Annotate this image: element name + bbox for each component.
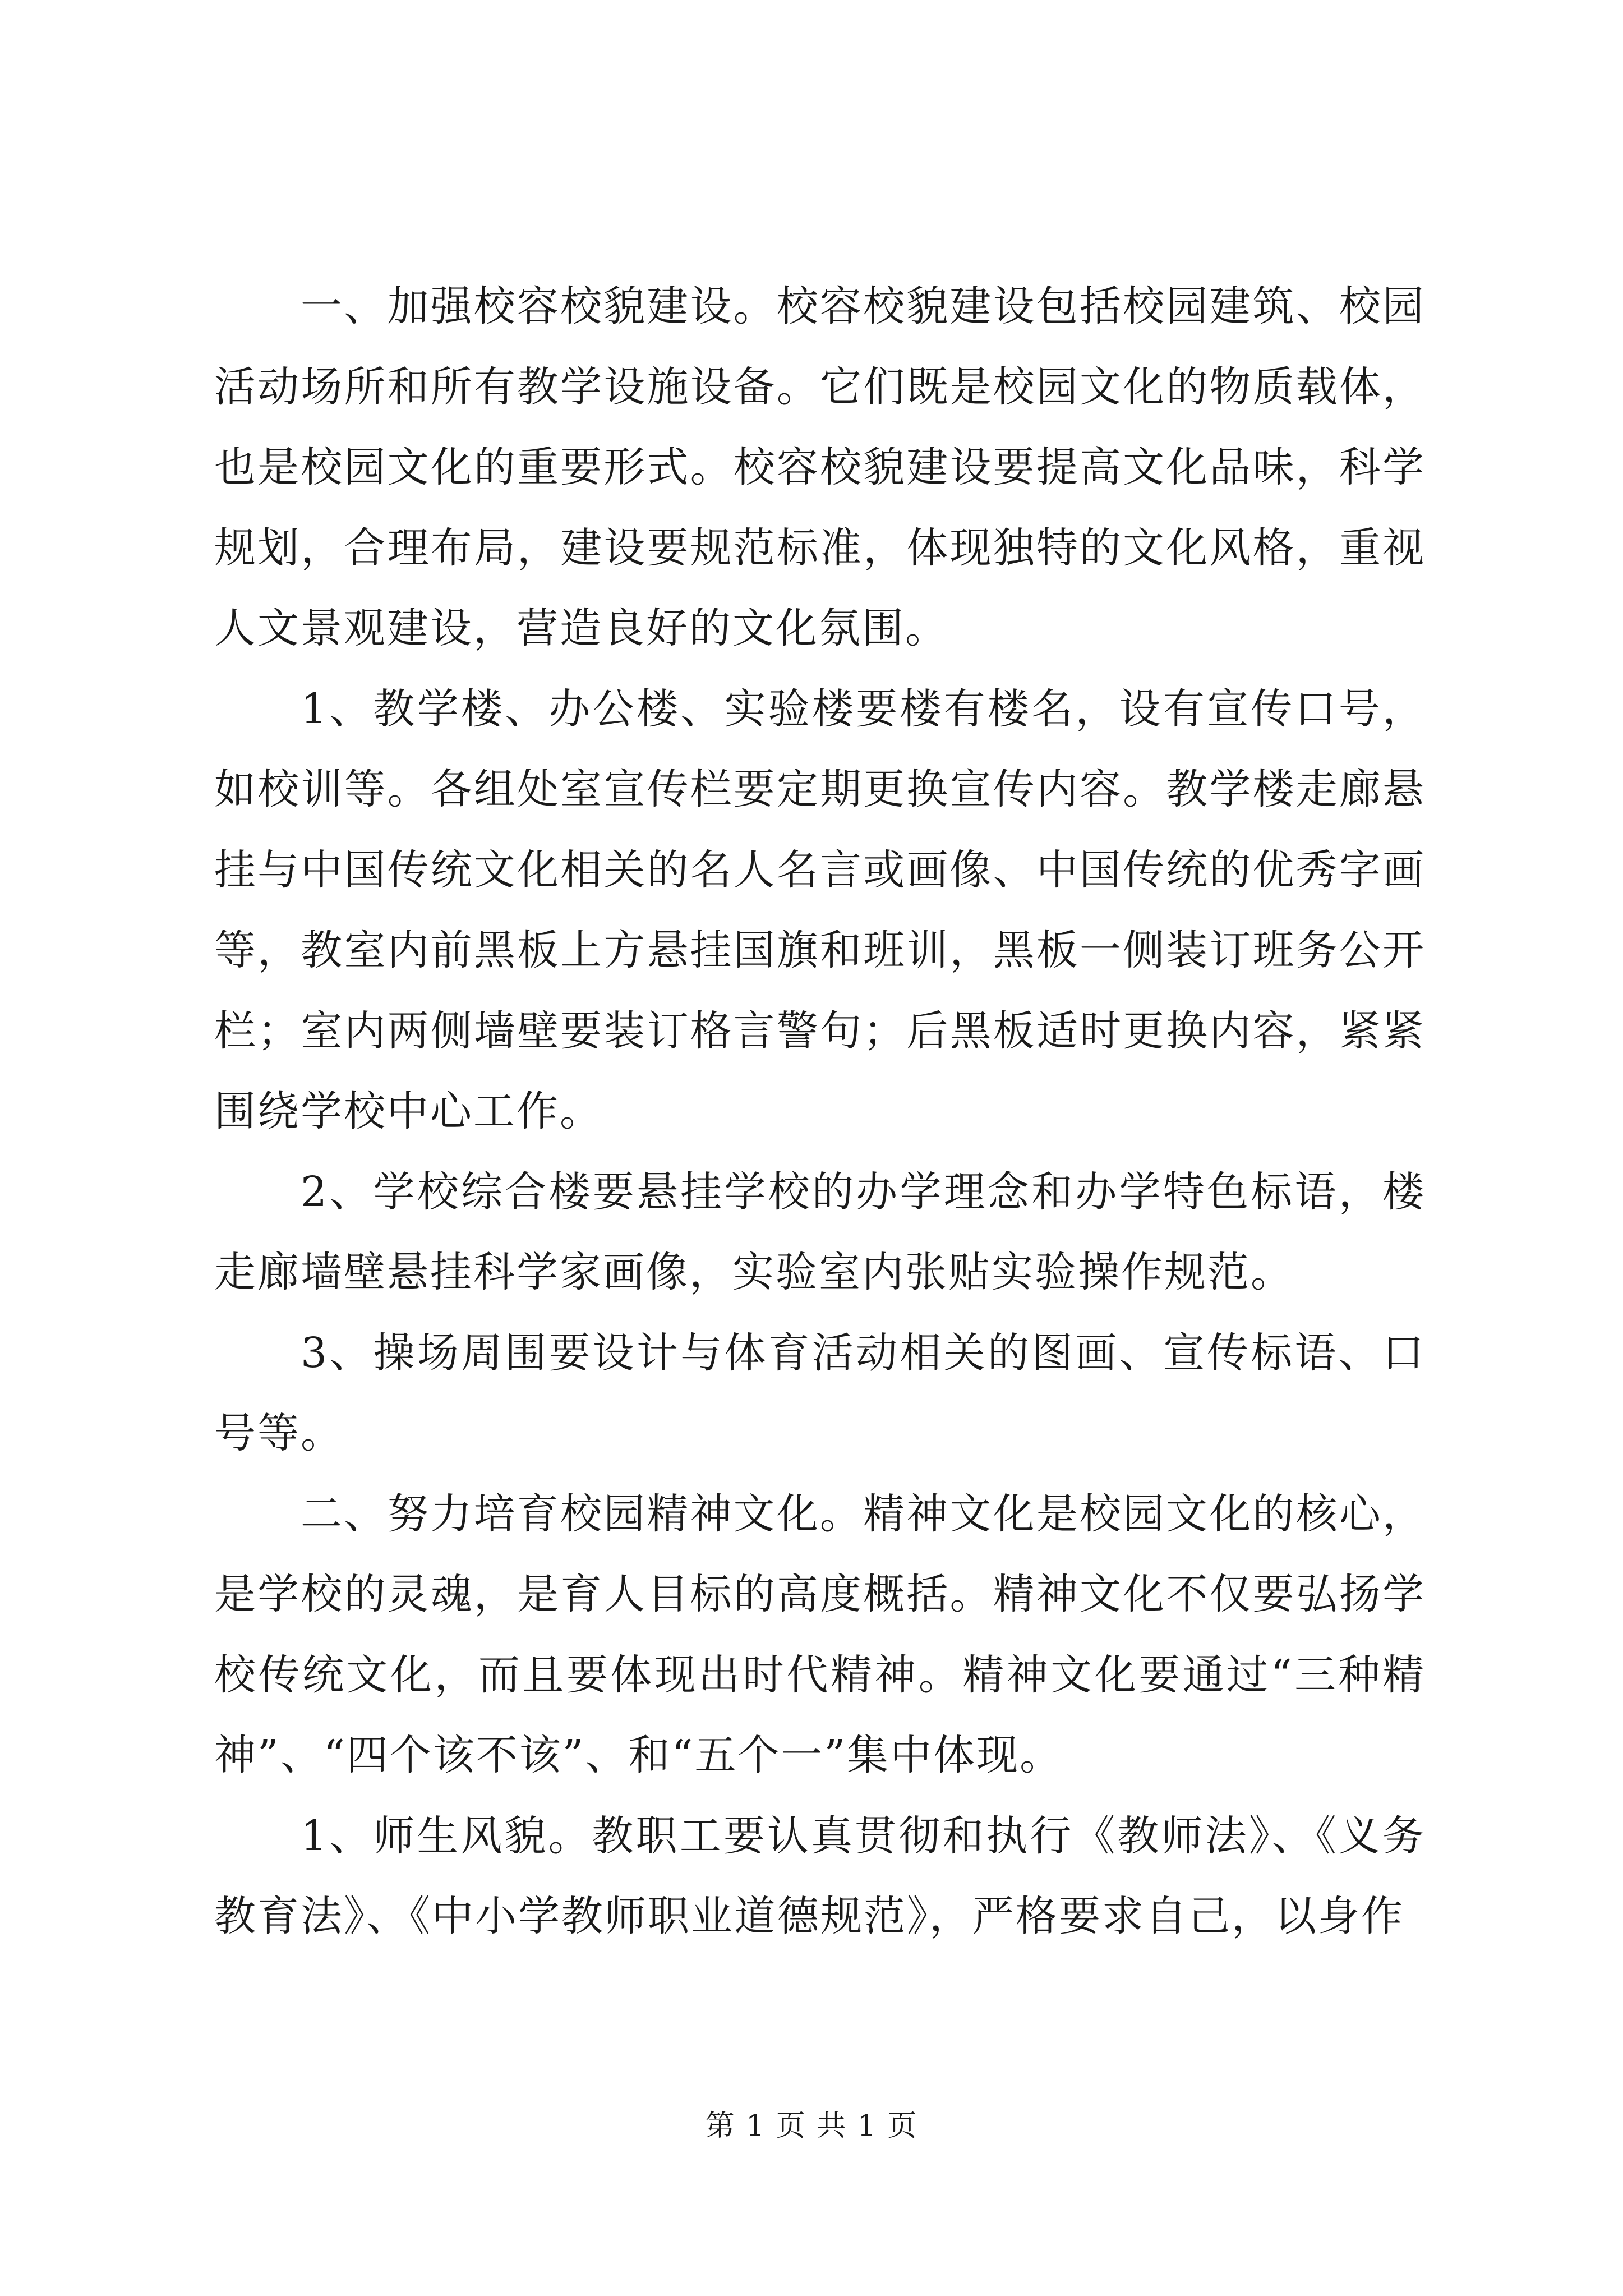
paragraph-6: 1、师生风貌。教职工要认真贯彻和执行《教师法》、《义务教育法》、《中小学教师职业道德规范》，严格要求自己，以身作	[214, 1811, 1426, 1940]
document-body	[214, 266, 1426, 1957]
paragraph-3: 2、学校综合楼要悬挂学校的办学理念和办学特色标语，楼走廊墙壁悬挂科学家画像，实验室内张贴实验操作规范。	[214, 1167, 1426, 1296]
page-footer: 第 1 页 共 1 页	[705, 2109, 918, 2143]
paragraph-4: 3、操场周围要设计与体育活动相关的图画、宣传标语、口号等。	[214, 1328, 1426, 1457]
paragraph-1: 一、加强校容校貌建设。校容校貌建设包括校园建筑、校园活动场所和所有教学设施设备。它们既是校园文化的物质载体，也是校园文化的重要形式。校容校貌建设要提高文化品味，科学规划，合理布局，建设要规范标准，体现独特的文化风格，重视人文景观建设，营造良好的文化氛围。	[214, 282, 1426, 652]
paragraph-2: 1、教学楼、办公楼、实验楼要楼有楼名，设有宣传口号，如校训等。各组处室宣传栏要定期更换宣传内容。教学楼走廊悬挂与中国传统文化相关的名人名言或画像、中国传统的优秀字画等，教室内前黑板上方悬挂国旗和班训，黑板一侧装订班务公开栏；室内两侧墙壁要装订格言警句；后黑板适时更换内容，紧紧围绕学校中心工作。	[214, 684, 1426, 1135]
paragraph-5: 二、努力培育校园精神文化。精神文化是校园文化的核心，是学校的灵魂，是育人目标的高度概括。精神文化不仅要弘扬学校传统文化，而且要体现出时代精神。精神文化要通过“三种精神”、“四个该不该”、和“五个一”集中体现。	[214, 1489, 1426, 1779]
